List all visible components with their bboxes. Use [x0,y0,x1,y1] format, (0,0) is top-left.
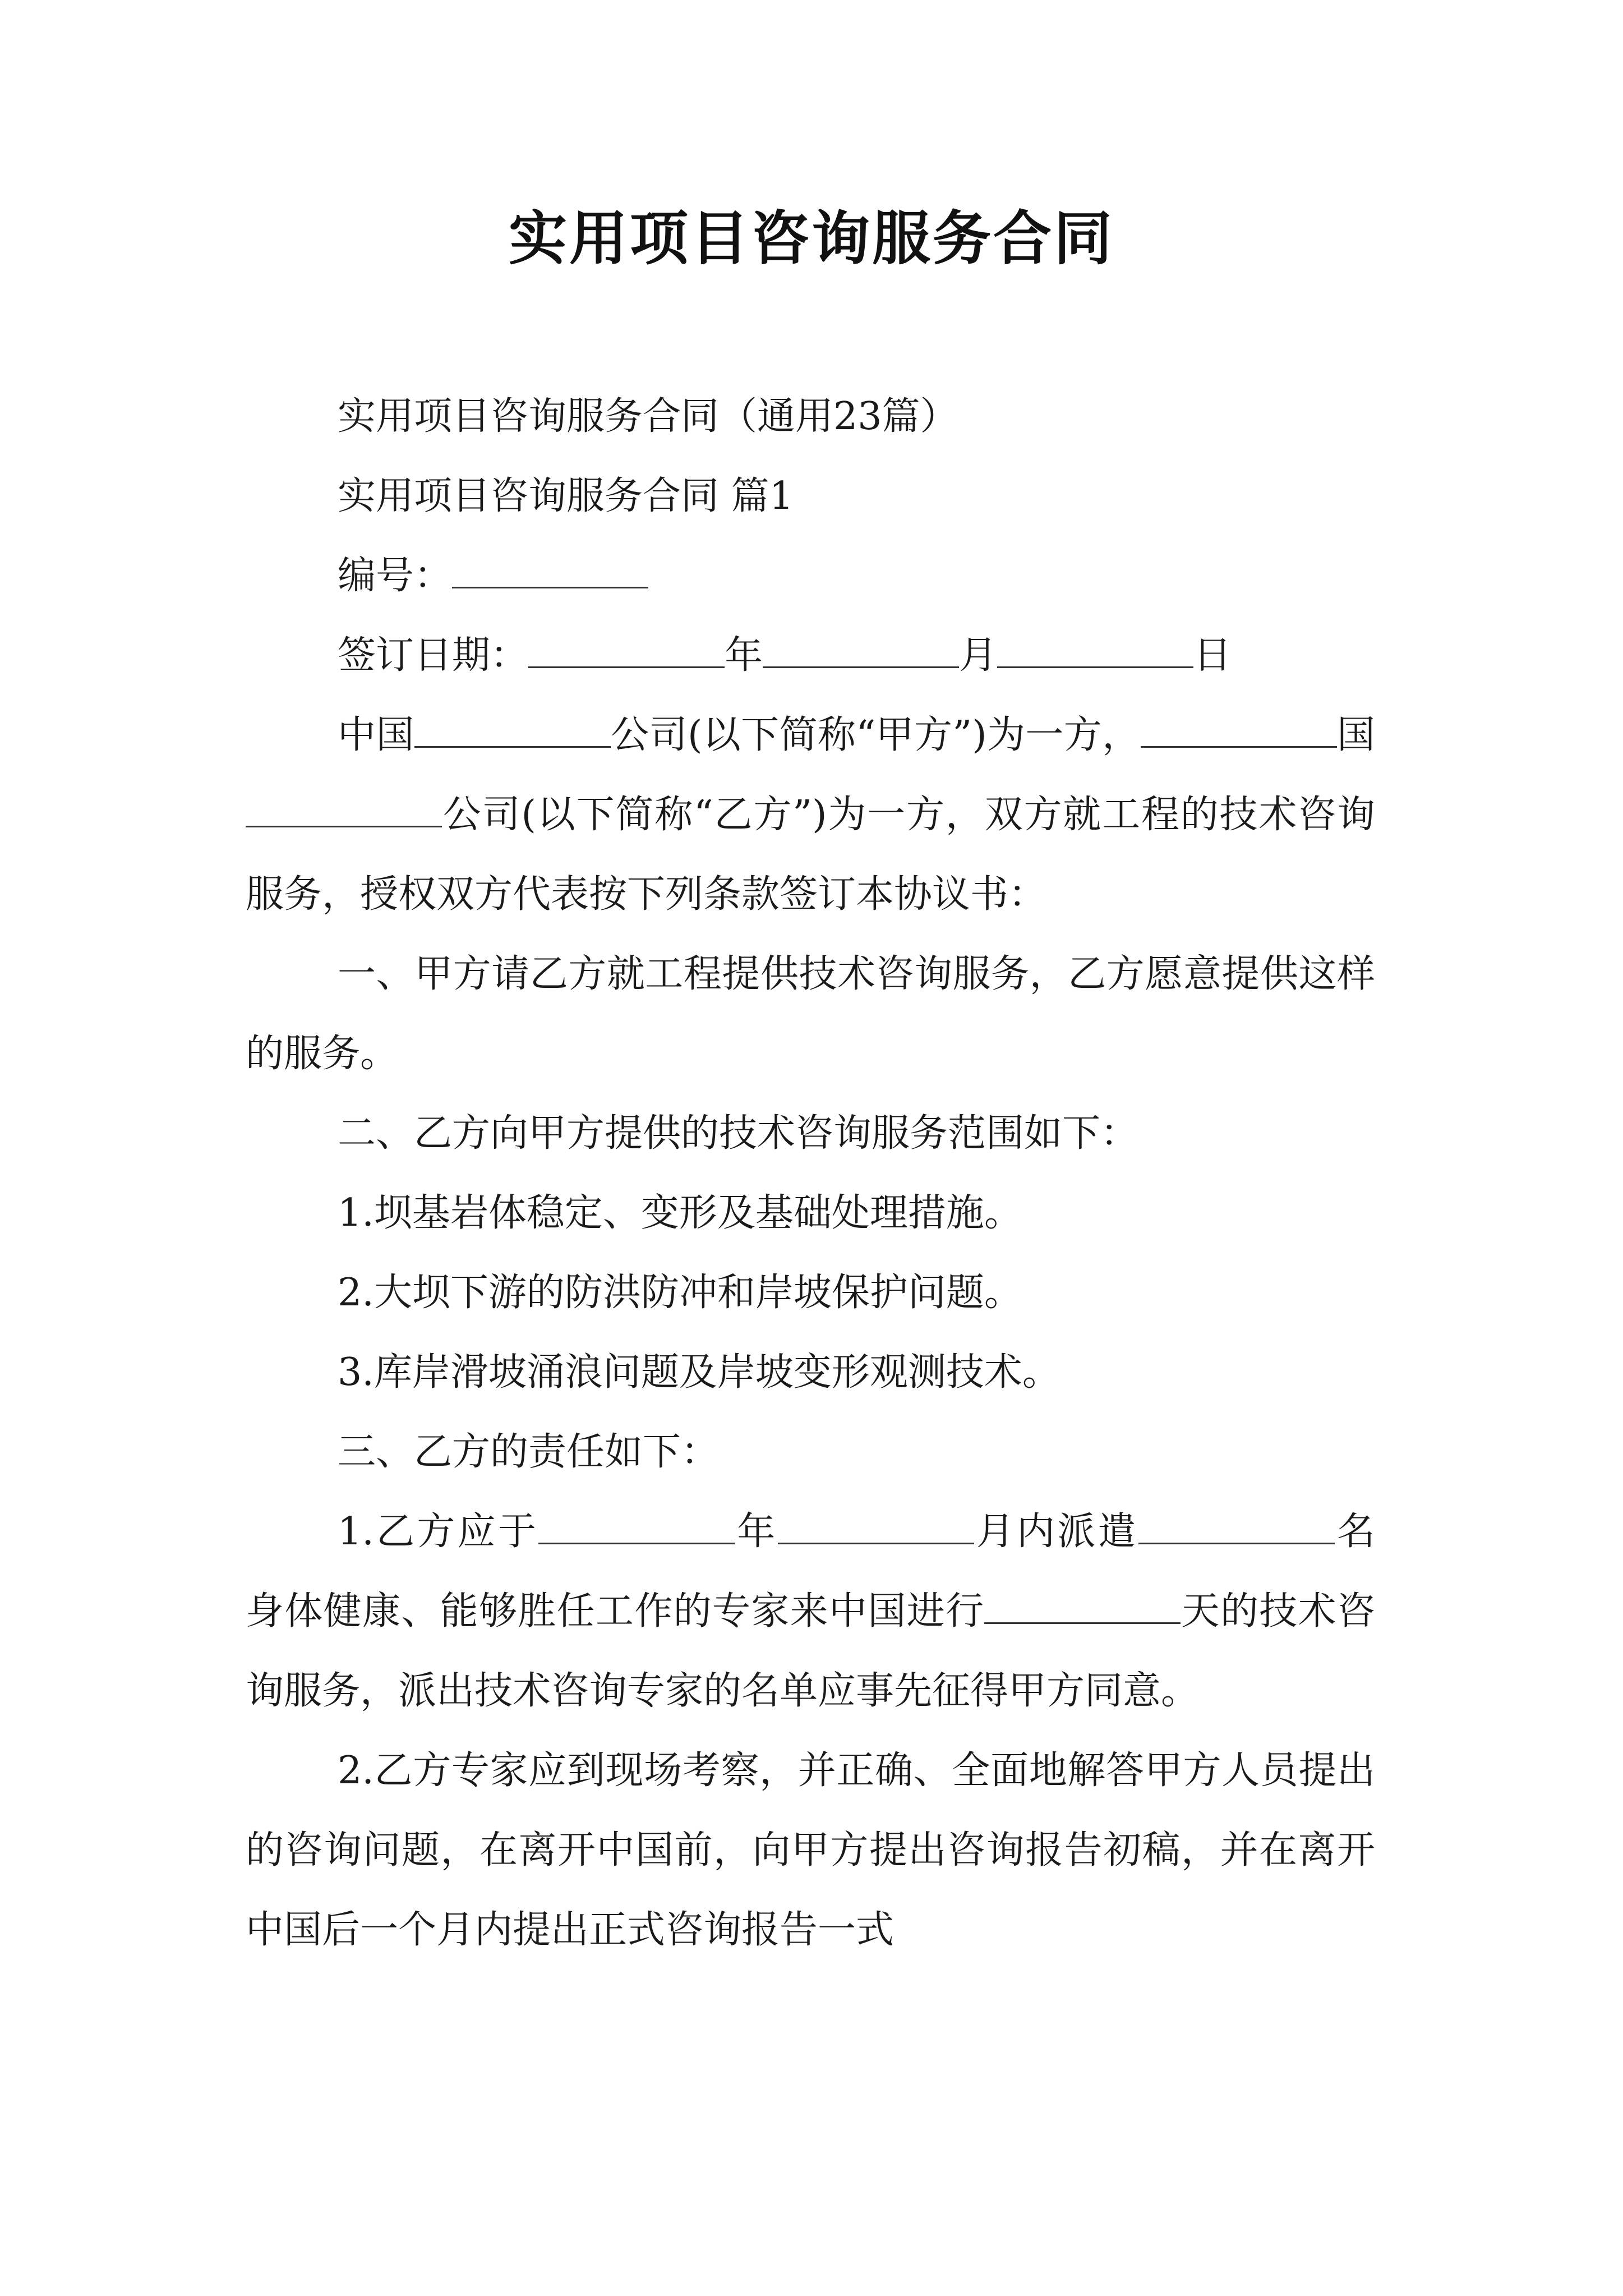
subtitle: 实用项目咨询服务合同（通用23篇） [338,394,958,439]
duty-1-year: 年 [735,1510,778,1554]
duty-month-blank [778,1508,974,1544]
scope-item-1: 1.坝基岩体稳定、变形及基础处理措施。 [338,1191,1022,1235]
month-blank [763,632,959,668]
scope-item-3: 3.库岸滑坡涌浪问题及岸坡变形观测技术。 [338,1350,1061,1395]
document-body [246,377,1375,1970]
number-blank [452,552,648,588]
scope-item-2: 2.大坝下游的防洪防冲和岸坡保护问题。 [338,1271,1022,1315]
day-blank [997,632,1193,668]
number-label: 编号： [338,554,453,598]
duty-1-start: 1.乙方应于 [338,1510,539,1554]
clause-3: 三、乙方的责任如下： [338,1430,720,1474]
duty-1-experts: 名身体健康、能够胜任工作的专家来中国进行 [246,1510,1375,1634]
duty-1-end: 天的技术咨询服务，派出技术咨询专家的名单应事先征得甲方同意。 [246,1589,1375,1713]
sign-date-label: 签订日期： [338,633,529,678]
year-label: 年 [725,633,763,678]
days-blank [984,1588,1181,1624]
intro-paragraph [246,696,1375,935]
intro-party-b-country: 国 [1336,713,1375,757]
duty-1 [246,1492,1375,1731]
intro-party-a-country: 中国 [338,713,414,757]
document-title: 实用项目咨询服务合同 [508,204,1114,273]
sign-date-line [246,616,1375,696]
contract-number-line [246,536,1375,616]
duty-year-blank [538,1508,735,1544]
section-heading: 实用项目咨询服务合同 篇1 [338,474,794,518]
party-b-country-blank [1141,711,1337,748]
party-b-blank [246,791,442,827]
duty-2: 2.乙方专家应到现场考察，并正确、全面地解答甲方人员提出的咨询问题，在离开中国前，向甲方提出咨询报告初稿，并在离开中国后一个月内提出正式咨询报告一式 [246,1749,1375,1952]
experts-count-blank [1138,1508,1335,1544]
intro-party-a-text: 公司(以下简称“甲方”)为一方， [610,713,1141,757]
year-blank [528,632,725,668]
day-label: 日 [1193,633,1232,678]
month-label: 月 [959,633,998,678]
clause-1: 一、甲方请乙方就工程提供技术咨询服务，乙方愿意提供这样的服务。 [246,952,1375,1076]
clause-2: 二、乙方向甲方提供的技术咨询服务范围如下： [338,1111,1139,1156]
intro-party-b-text: 公司(以下简称“乙方”)为一方，双方就工程的技术咨询服务，授权双方代表按下列条款签订本协议书： [246,793,1375,917]
duty-1-month: 月内派遣 [974,1510,1138,1554]
party-a-blank [414,711,611,748]
